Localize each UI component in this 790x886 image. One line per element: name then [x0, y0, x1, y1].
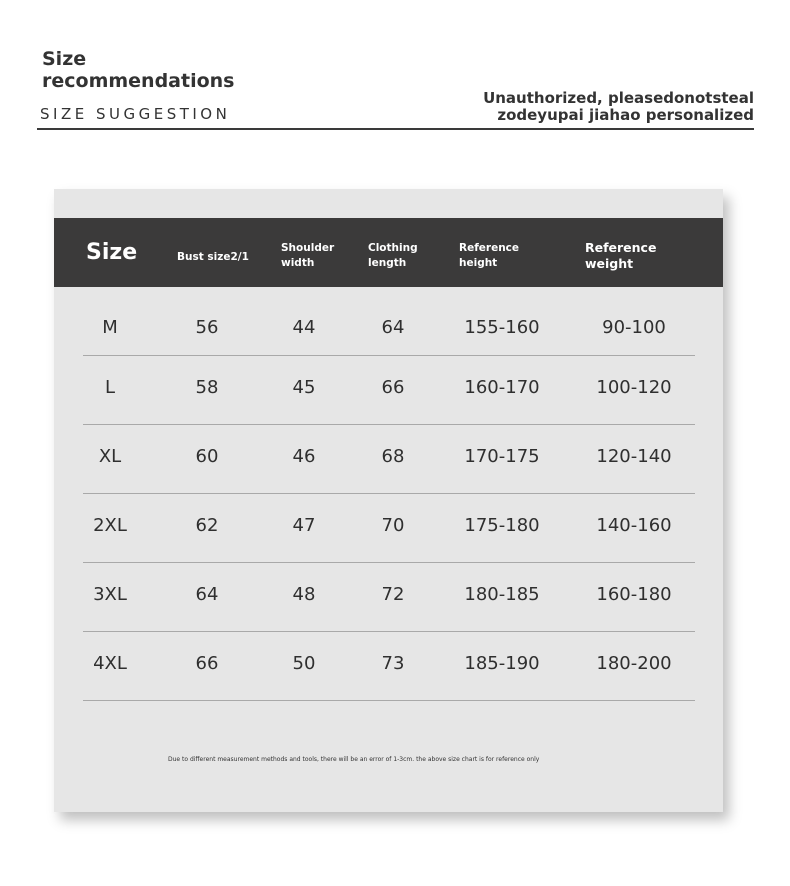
notice-line-2: zodeyupai jiahao personalized [497, 106, 754, 124]
page-title [42, 48, 235, 92]
column-header-shoulder [281, 241, 334, 271]
cell-size: 3XL [93, 584, 127, 605]
cell-weight: 120-140 [596, 446, 672, 467]
column-header-length [368, 241, 418, 271]
cell-bust: 56 [195, 317, 219, 338]
title-line-2: recommendations [42, 70, 235, 92]
column-header-shoulder-line2: width [281, 257, 315, 269]
table-row [54, 425, 723, 494]
table-row [54, 494, 723, 563]
cell-length: 73 [381, 653, 405, 674]
title-line-1: Size [42, 48, 87, 70]
copyright-notice [483, 90, 754, 124]
cell-weight: 160-180 [596, 584, 672, 605]
cell-size: L [104, 377, 116, 398]
cell-shoulder: 50 [292, 653, 316, 674]
cell-shoulder: 45 [292, 377, 316, 398]
cell-bust: 58 [195, 377, 219, 398]
cell-shoulder: 47 [292, 515, 316, 536]
subtitle: SIZE SUGGESTION [40, 105, 231, 123]
cell-weight: 100-120 [596, 377, 672, 398]
column-header-length-line2: length [368, 257, 407, 269]
cell-shoulder: 46 [292, 446, 316, 467]
cell-length: 68 [381, 446, 405, 467]
cell-length: 70 [381, 515, 405, 536]
column-header-height-line2: height [459, 257, 498, 269]
column-header-shoulder-line1: Shoulder [281, 242, 335, 254]
cell-height: 160-170 [464, 377, 540, 398]
column-header-weight-line1: Reference [585, 240, 657, 255]
cell-shoulder: 48 [292, 584, 316, 605]
cell-length: 66 [381, 377, 405, 398]
cell-height: 180-185 [464, 584, 540, 605]
column-header-height [459, 241, 519, 271]
cell-height: 175-180 [464, 515, 540, 536]
header-divider [37, 128, 754, 130]
cell-bust: 62 [195, 515, 219, 536]
table-row [54, 563, 723, 632]
column-header-weight [585, 240, 656, 272]
row-divider [83, 700, 695, 701]
cell-bust: 64 [195, 584, 219, 605]
cell-size: 4XL [93, 653, 127, 674]
cell-height: 170-175 [464, 446, 540, 467]
column-header-length-line1: Clothing [368, 242, 418, 254]
cell-weight: 180-200 [596, 653, 672, 674]
footnote: Due to different measurement methods and tools, there will be an error of 1-3cm. the above size chart is for reference only [168, 756, 540, 763]
column-header-size: Size [86, 240, 138, 265]
cell-size: 2XL [93, 515, 127, 536]
cell-length: 64 [381, 317, 405, 338]
table-body [54, 287, 723, 701]
table-row [54, 356, 723, 425]
size-chart-panel [54, 189, 723, 812]
cell-shoulder: 44 [292, 317, 316, 338]
column-header-height-line1: Reference [459, 242, 520, 254]
cell-size: M [102, 317, 118, 338]
cell-bust: 66 [195, 653, 219, 674]
cell-bust: 60 [195, 446, 219, 467]
cell-size: XL [98, 446, 122, 467]
column-header-weight-line2: weight [585, 256, 634, 271]
notice-line-1: Unauthorized, pleasedonotsteal [483, 89, 754, 107]
table-row [54, 632, 723, 701]
column-header-bust: Bust size2/1 [177, 251, 249, 263]
cell-height: 155-160 [464, 317, 540, 338]
table-header [54, 218, 723, 287]
cell-weight: 140-160 [596, 515, 672, 536]
table-row [54, 287, 723, 356]
cell-length: 72 [381, 584, 405, 605]
cell-weight: 90-100 [602, 317, 666, 338]
cell-height: 185-190 [464, 653, 540, 674]
